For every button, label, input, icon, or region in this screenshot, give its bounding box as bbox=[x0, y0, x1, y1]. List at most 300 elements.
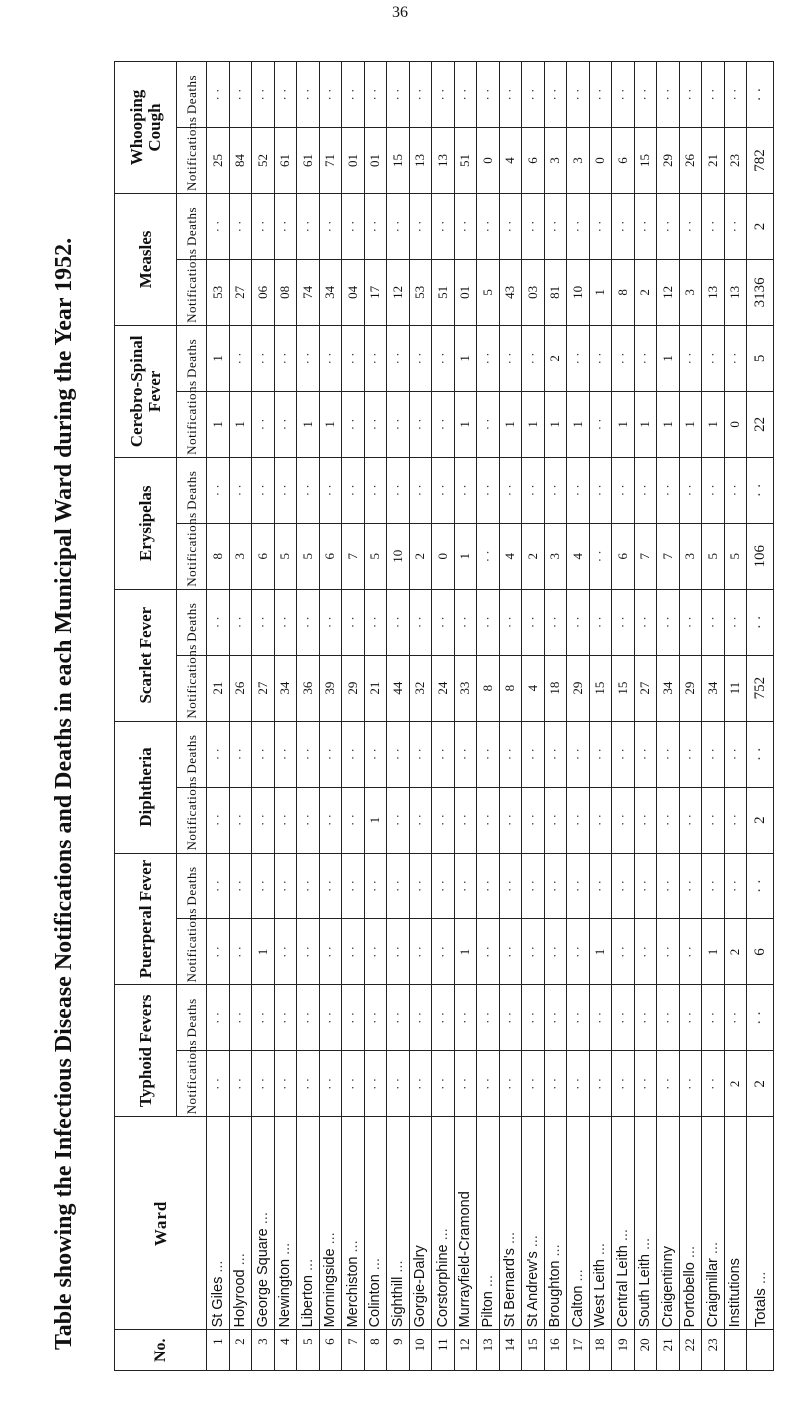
empty-leader: · · bbox=[659, 88, 675, 101]
empty-leader: · · bbox=[389, 1011, 405, 1024]
empty-leader: · · bbox=[322, 88, 338, 101]
totals-diphtheria-notifications: 2 bbox=[747, 787, 774, 853]
value-cell-tf-n bbox=[207, 1051, 230, 1117]
value-cell-pf-d bbox=[499, 853, 522, 919]
empty-leader: · · bbox=[434, 220, 450, 233]
value-cell-dip-d bbox=[274, 721, 297, 787]
ward-name-cell bbox=[274, 1117, 297, 1330]
value-cell-tf-d bbox=[229, 985, 252, 1051]
value-cell-dip-n bbox=[634, 787, 657, 853]
value-cell-dip-d bbox=[702, 721, 725, 787]
ward-name: St Bernard's bbox=[502, 1248, 519, 1328]
value-cell-sf-d bbox=[342, 589, 365, 655]
infectious-disease-table bbox=[114, 61, 774, 1371]
value-cell-csf-n bbox=[274, 391, 297, 457]
ward-leader-dots: ... bbox=[479, 1275, 496, 1288]
value-cell-wc-d bbox=[544, 62, 567, 128]
empty-leader: · · bbox=[299, 484, 315, 497]
value-cell-sf-n: 29 bbox=[342, 655, 365, 721]
empty-leader: · · bbox=[344, 814, 360, 827]
value-cell-sf-n: 15 bbox=[589, 655, 612, 721]
value-cell-pf-d bbox=[544, 853, 567, 919]
empty-leader: · · bbox=[254, 484, 270, 497]
value-cell-pf-d bbox=[364, 853, 387, 919]
empty-leader: · · bbox=[502, 616, 518, 629]
empty-leader: · · bbox=[344, 748, 360, 761]
ward-number: 23 bbox=[702, 1330, 725, 1371]
value-cell-pf-n bbox=[207, 919, 230, 985]
empty-leader: · · bbox=[389, 352, 405, 365]
empty-leader: · · bbox=[637, 748, 653, 761]
empty-leader: · · bbox=[547, 616, 563, 629]
empty-leader: · · bbox=[524, 880, 540, 892]
ward-leader-dots: ... bbox=[592, 1243, 609, 1256]
empty-leader: · · bbox=[502, 1077, 518, 1090]
value-cell-csf-d: 1 bbox=[657, 325, 680, 391]
value-cell-csf-d: 1 bbox=[454, 325, 477, 391]
value-cell-tf-d bbox=[364, 985, 387, 1051]
value-cell-dip-d bbox=[589, 721, 612, 787]
value-cell-mea-d bbox=[522, 193, 545, 259]
value-cell-sf-d bbox=[454, 589, 477, 655]
empty-leader: · · bbox=[704, 220, 720, 233]
value-cell-pf-d bbox=[319, 853, 342, 919]
empty-leader: · · bbox=[547, 880, 563, 892]
empty-leader: · · bbox=[659, 880, 675, 892]
empty-leader: · · bbox=[209, 1077, 225, 1090]
empty-leader: · · bbox=[209, 484, 225, 497]
ward-name-cell bbox=[522, 1117, 545, 1330]
ward-number: 21 bbox=[657, 1330, 680, 1371]
ward-name: Morningside bbox=[322, 1248, 339, 1328]
empty-leader: · · bbox=[659, 814, 675, 827]
value-cell-dip-n bbox=[702, 787, 725, 853]
value-cell-tf-n bbox=[589, 1051, 612, 1117]
value-cell-pf-n bbox=[409, 919, 432, 985]
table-row bbox=[387, 62, 410, 1371]
value-cell-csf-n: 1 bbox=[297, 391, 320, 457]
table-row bbox=[454, 62, 477, 1371]
value-cell-dip-n bbox=[589, 787, 612, 853]
ward-number: 19 bbox=[612, 1330, 635, 1371]
value-cell-sf-n: 34 bbox=[702, 655, 725, 721]
totals-label: Totals bbox=[751, 1288, 769, 1328]
value-cell-mea-d bbox=[252, 193, 275, 259]
ward-number: 11 bbox=[432, 1330, 455, 1371]
empty-leader: · · bbox=[479, 484, 495, 497]
table-row bbox=[409, 62, 432, 1371]
value-cell-pf-n: 1 bbox=[589, 919, 612, 985]
ward-name: Holyrood bbox=[232, 1269, 249, 1328]
empty-leader: · · bbox=[434, 616, 450, 629]
ward-number: 2 bbox=[229, 1330, 252, 1371]
ward-number: 9 bbox=[387, 1330, 410, 1371]
empty-leader: · · bbox=[412, 484, 428, 497]
value-cell-mea-d bbox=[207, 193, 230, 259]
value-cell-wc-n: 15 bbox=[387, 128, 410, 194]
value-cell-wc-n: 6 bbox=[612, 128, 635, 194]
empty-leader: · · bbox=[344, 418, 360, 431]
totals-label-cell bbox=[747, 1117, 774, 1330]
ward-name: Broughton bbox=[547, 1260, 564, 1328]
value-cell-wc-d bbox=[229, 62, 252, 128]
empty-leader: · · bbox=[569, 484, 585, 497]
value-cell-csf-n: 1 bbox=[319, 391, 342, 457]
value-cell-ery-n: 5 bbox=[364, 523, 387, 589]
value-cell-pf-d bbox=[679, 853, 702, 919]
ward-name: Central Leith bbox=[614, 1245, 631, 1328]
empty-leader: · · bbox=[457, 220, 473, 233]
value-cell-sf-d bbox=[702, 589, 725, 655]
value-cell-csf-d bbox=[589, 325, 612, 391]
value-cell-pf-n bbox=[274, 919, 297, 985]
table-row bbox=[229, 62, 252, 1371]
empty-leader: · · bbox=[367, 220, 383, 233]
empty-leader: · · bbox=[479, 352, 495, 365]
value-cell-tf-d bbox=[544, 985, 567, 1051]
value-cell-mea-n: 17 bbox=[364, 259, 387, 325]
empty-leader: · · bbox=[254, 814, 270, 827]
empty-leader: · · bbox=[277, 748, 293, 761]
value-cell-csf-d bbox=[252, 325, 275, 391]
empty-leader: · · bbox=[524, 1011, 540, 1024]
ward-leader-dots: ... bbox=[232, 1253, 249, 1266]
empty-leader: · · bbox=[389, 418, 405, 431]
empty-leader: · · bbox=[659, 1011, 675, 1024]
value-cell-sf-n: 32 bbox=[409, 655, 432, 721]
value-cell-mea-d bbox=[454, 193, 477, 259]
value-cell-dip-n bbox=[499, 787, 522, 853]
empty-leader: · · bbox=[457, 1077, 473, 1090]
empty-leader: · · bbox=[457, 748, 473, 761]
empty-leader: · · bbox=[254, 418, 270, 431]
value-cell-pf-n: 2 bbox=[724, 919, 747, 985]
value-cell-csf-d bbox=[319, 325, 342, 391]
value-cell-wc-d bbox=[432, 62, 455, 128]
value-cell-sf-n: 11 bbox=[724, 655, 747, 721]
empty-leader: · · bbox=[592, 220, 608, 233]
ward-name-cell bbox=[454, 1117, 477, 1330]
value-cell-wc-d bbox=[657, 62, 680, 128]
value-cell-mea-n: 5 bbox=[477, 259, 500, 325]
empty-leader: · · bbox=[344, 220, 360, 233]
value-cell-dip-d bbox=[499, 721, 522, 787]
empty-leader: · · bbox=[232, 880, 248, 892]
empty-leader: · · bbox=[412, 748, 428, 761]
value-cell-ery-n bbox=[589, 523, 612, 589]
empty-leader: · · bbox=[434, 1077, 450, 1090]
subheader-notifications: Notifications bbox=[177, 259, 207, 325]
value-cell-ery-n: 3 bbox=[229, 523, 252, 589]
value-cell-dip-n bbox=[432, 787, 455, 853]
empty-leader: · · bbox=[592, 880, 608, 892]
value-cell-mea-d bbox=[499, 193, 522, 259]
value-cell-dip-n bbox=[724, 787, 747, 853]
value-cell-tf-d bbox=[522, 985, 545, 1051]
empty-leader: · · bbox=[727, 88, 743, 101]
value-cell-pf-d bbox=[612, 853, 635, 919]
ward-number: 1 bbox=[207, 1330, 230, 1371]
empty-leader: · · bbox=[569, 946, 585, 958]
empty-leader: · · bbox=[614, 1011, 630, 1024]
value-cell-ery-n: 5 bbox=[274, 523, 297, 589]
empty-leader: · · bbox=[751, 879, 768, 893]
ward-name: Pilton bbox=[479, 1291, 496, 1328]
empty-leader: · · bbox=[547, 814, 563, 827]
value-cell-pf-n bbox=[477, 919, 500, 985]
empty-leader: · · bbox=[299, 352, 315, 365]
empty-leader: · · bbox=[299, 946, 315, 958]
empty-leader: · · bbox=[457, 814, 473, 827]
value-cell-wc-d bbox=[679, 62, 702, 128]
empty-leader: · · bbox=[682, 1011, 698, 1024]
value-cell-mea-n: 53 bbox=[207, 259, 230, 325]
value-cell-csf-n: 1 bbox=[612, 391, 635, 457]
ward-leader-dots: ... bbox=[704, 1242, 721, 1255]
value-cell-dip-n bbox=[319, 787, 342, 853]
totals-typhoid-notifications: 2 bbox=[747, 1051, 774, 1117]
ward-leader-dots: ... bbox=[637, 1237, 654, 1251]
table-row bbox=[679, 62, 702, 1371]
empty-leader: · · bbox=[389, 484, 405, 497]
empty-leader: · · bbox=[569, 880, 585, 892]
empty-leader: · · bbox=[547, 484, 563, 497]
value-cell-mea-n: 2 bbox=[634, 259, 657, 325]
empty-leader: · · bbox=[277, 1077, 293, 1090]
value-cell-dip-d bbox=[409, 721, 432, 787]
value-cell-ery-d bbox=[657, 457, 680, 523]
value-cell-wc-n: 6 bbox=[522, 128, 545, 194]
value-cell-tf-d bbox=[342, 985, 365, 1051]
empty-leader: · · bbox=[592, 550, 608, 563]
value-cell-pf-d bbox=[477, 853, 500, 919]
value-cell-pf-n bbox=[229, 919, 252, 985]
value-cell-sf-n: 18 bbox=[544, 655, 567, 721]
value-cell-wc-d bbox=[274, 62, 297, 128]
empty-leader: · · bbox=[322, 880, 338, 892]
empty-leader: · · bbox=[322, 1011, 338, 1024]
empty-leader: · · bbox=[727, 880, 743, 892]
empty-leader: · · bbox=[277, 616, 293, 629]
table-row bbox=[274, 62, 297, 1371]
subheader-deaths: Deaths bbox=[177, 457, 207, 523]
subheader-deaths: Deaths bbox=[177, 853, 207, 919]
ward-number: 18 bbox=[589, 1330, 612, 1371]
value-cell-sf-d bbox=[364, 589, 387, 655]
value-cell-wc-n: 52 bbox=[252, 128, 275, 194]
empty-leader: · · bbox=[592, 814, 608, 827]
subheader-notifications: Notifications bbox=[177, 128, 207, 194]
value-cell-mea-d bbox=[409, 193, 432, 259]
empty-leader: · · bbox=[254, 748, 270, 761]
ward-name: St Giles bbox=[209, 1276, 226, 1328]
value-cell-dip-n bbox=[387, 787, 410, 853]
empty-leader: · · bbox=[614, 88, 630, 101]
value-cell-csf-n bbox=[589, 391, 612, 457]
value-cell-wc-d bbox=[364, 62, 387, 128]
value-cell-pf-d bbox=[634, 853, 657, 919]
value-cell-tf-n bbox=[319, 1051, 342, 1117]
value-cell-tf-n bbox=[229, 1051, 252, 1117]
empty-leader: · · bbox=[367, 880, 383, 892]
ward-name-cell bbox=[297, 1117, 320, 1330]
empty-leader: · · bbox=[209, 616, 225, 629]
value-cell-sf-n: 39 bbox=[319, 655, 342, 721]
empty-leader: · · bbox=[299, 616, 315, 629]
value-cell-mea-d bbox=[702, 193, 725, 259]
value-cell-mea-d bbox=[679, 193, 702, 259]
empty-leader: · · bbox=[389, 220, 405, 233]
empty-leader: · · bbox=[254, 88, 270, 101]
empty-leader: · · bbox=[524, 946, 540, 958]
empty-leader: · · bbox=[434, 748, 450, 761]
table-row bbox=[567, 62, 590, 1371]
value-cell-ery-n: 4 bbox=[567, 523, 590, 589]
empty-leader: · · bbox=[344, 484, 360, 497]
empty-leader: · · bbox=[614, 814, 630, 827]
ward-leader-dots: ... bbox=[682, 1246, 699, 1259]
ward-name: Newington bbox=[277, 1258, 294, 1328]
empty-leader: · · bbox=[389, 946, 405, 958]
value-cell-pf-n bbox=[567, 919, 590, 985]
value-cell-wc-n: 13 bbox=[409, 128, 432, 194]
value-cell-sf-n: 8 bbox=[499, 655, 522, 721]
value-cell-dip-n bbox=[657, 787, 680, 853]
empty-leader: · · bbox=[502, 814, 518, 827]
value-cell-wc-d bbox=[522, 62, 545, 128]
subheader-notifications: Notifications bbox=[177, 787, 207, 853]
empty-leader: · · bbox=[344, 352, 360, 365]
empty-leader: · · bbox=[434, 1011, 450, 1024]
empty-leader: · · bbox=[704, 88, 720, 101]
value-cell-csf-n bbox=[342, 391, 365, 457]
ward-number bbox=[724, 1330, 747, 1371]
empty-leader: · · bbox=[434, 946, 450, 958]
value-cell-mea-d bbox=[567, 193, 590, 259]
empty-leader: · · bbox=[277, 220, 293, 233]
empty-leader: · · bbox=[479, 880, 495, 892]
value-cell-wc-n: 61 bbox=[297, 128, 320, 194]
value-cell-csf-n: 1 bbox=[454, 391, 477, 457]
value-cell-sf-n: 4 bbox=[522, 655, 545, 721]
empty-leader: · · bbox=[682, 220, 698, 233]
value-cell-mea-d bbox=[612, 193, 635, 259]
value-cell-mea-n: 1 bbox=[589, 259, 612, 325]
value-cell-tf-n bbox=[342, 1051, 365, 1117]
empty-leader: · · bbox=[344, 616, 360, 629]
value-cell-ery-d bbox=[319, 457, 342, 523]
value-cell-dip-n bbox=[679, 787, 702, 853]
value-cell-ery-n: 7 bbox=[657, 523, 680, 589]
empty-leader: · · bbox=[637, 88, 653, 101]
value-cell-ery-d bbox=[544, 457, 567, 523]
value-cell-mea-d bbox=[477, 193, 500, 259]
value-cell-wc-d bbox=[454, 62, 477, 128]
empty-leader: · · bbox=[637, 1011, 653, 1024]
empty-leader: · · bbox=[524, 88, 540, 101]
empty-leader: · · bbox=[727, 616, 743, 629]
table-row bbox=[522, 62, 545, 1371]
empty-leader: · · bbox=[232, 1077, 248, 1090]
value-cell-sf-n: 27 bbox=[634, 655, 657, 721]
empty-leader: · · bbox=[367, 352, 383, 365]
value-cell-csf-d bbox=[229, 325, 252, 391]
value-cell-wc-d bbox=[409, 62, 432, 128]
value-cell-dip-n bbox=[297, 787, 320, 853]
empty-leader: · · bbox=[277, 88, 293, 101]
empty-leader: · · bbox=[367, 418, 383, 431]
value-cell-pf-n bbox=[387, 919, 410, 985]
empty-leader: · · bbox=[682, 748, 698, 761]
empty-leader: · · bbox=[524, 1077, 540, 1090]
value-cell-pf-n bbox=[364, 919, 387, 985]
value-cell-tf-d bbox=[432, 985, 455, 1051]
empty-leader: · · bbox=[592, 88, 608, 101]
value-cell-dip-n bbox=[477, 787, 500, 853]
empty-leader: · · bbox=[412, 946, 428, 958]
empty-leader: · · bbox=[637, 220, 653, 233]
value-cell-dip-d bbox=[544, 721, 567, 787]
ward-leader-dots: ... bbox=[569, 1269, 586, 1282]
empty-leader: · · bbox=[659, 484, 675, 497]
table-row bbox=[657, 62, 680, 1371]
value-cell-csf-n: 1 bbox=[679, 391, 702, 457]
value-cell-tf-d bbox=[319, 985, 342, 1051]
ward-name-cell bbox=[319, 1117, 342, 1330]
value-cell-dip-d bbox=[567, 721, 590, 787]
totals-measles-notifications: 3136 bbox=[747, 259, 774, 325]
value-cell-dip-n bbox=[252, 787, 275, 853]
empty-leader: · · bbox=[614, 748, 630, 761]
value-cell-pf-d bbox=[297, 853, 320, 919]
value-cell-ery-n: 7 bbox=[342, 523, 365, 589]
value-cell-tf-n bbox=[679, 1051, 702, 1117]
value-cell-tf-d bbox=[612, 985, 635, 1051]
ward-name-cell bbox=[207, 1117, 230, 1330]
value-cell-tf-n bbox=[702, 1051, 725, 1117]
header-puerperal-fever: Puerperal Fever bbox=[115, 853, 177, 985]
value-cell-pf-n bbox=[657, 919, 680, 985]
empty-leader: · · bbox=[389, 880, 405, 892]
value-cell-wc-d bbox=[702, 62, 725, 128]
value-cell-csf-d bbox=[297, 325, 320, 391]
value-cell-ery-n: 6 bbox=[319, 523, 342, 589]
empty-leader: · · bbox=[569, 616, 585, 629]
empty-leader: · · bbox=[479, 616, 495, 629]
value-cell-sf-n: 44 bbox=[387, 655, 410, 721]
value-cell-mea-d bbox=[274, 193, 297, 259]
empty-leader: · · bbox=[569, 1077, 585, 1090]
value-cell-ery-n: 5 bbox=[702, 523, 725, 589]
value-cell-tf-d bbox=[274, 985, 297, 1051]
empty-leader: · · bbox=[209, 88, 225, 101]
value-cell-wc-d bbox=[724, 62, 747, 128]
value-cell-wc-d bbox=[612, 62, 635, 128]
empty-leader: · · bbox=[232, 484, 248, 497]
value-cell-dip-d bbox=[657, 721, 680, 787]
value-cell-dip-n: 1 bbox=[364, 787, 387, 853]
empty-leader: · · bbox=[479, 814, 495, 827]
value-cell-dip-n bbox=[612, 787, 635, 853]
empty-leader: · · bbox=[209, 814, 225, 827]
value-cell-ery-d bbox=[342, 457, 365, 523]
value-cell-wc-n: 25 bbox=[207, 128, 230, 194]
empty-leader: · · bbox=[232, 748, 248, 761]
value-cell-sf-n: 21 bbox=[207, 655, 230, 721]
empty-leader: · · bbox=[344, 880, 360, 892]
value-cell-sf-d bbox=[207, 589, 230, 655]
empty-leader: · · bbox=[682, 88, 698, 101]
